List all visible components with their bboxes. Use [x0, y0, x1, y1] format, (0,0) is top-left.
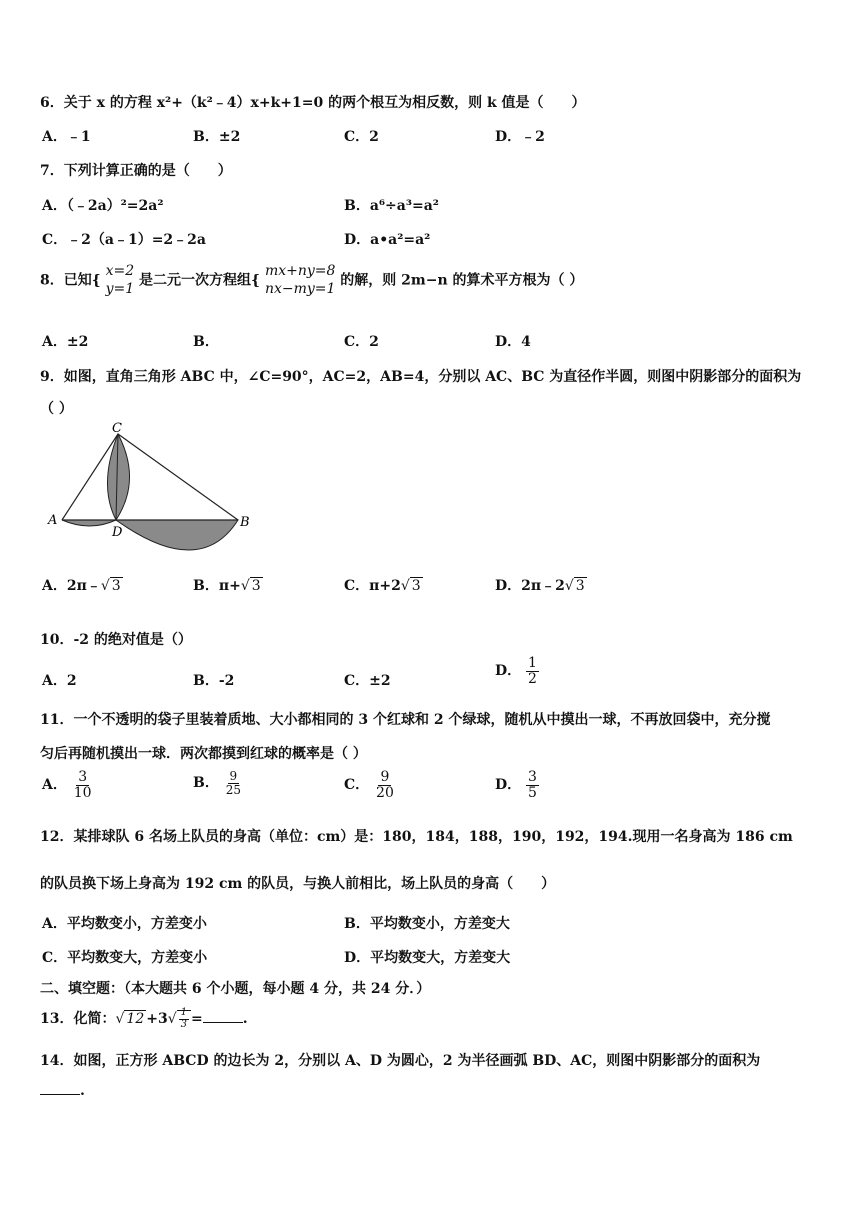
q8-sys1-line2: y=1 — [105, 280, 135, 297]
q9-shaded-lens-upper — [107, 434, 129, 520]
q11-option-d: D． $\frac{3}{5}$ — [495, 769, 537, 801]
q7-option-a: A．（﹣2a）²=2a² — [42, 198, 164, 214]
question-6-stem: 6．关于 x 的方程 x²+（k²﹣4）x+k+1=0 的两个根互为相反数，则 k 值是（ ） — [40, 95, 586, 111]
question-7-stem: 7．下列计算正确的是（ ） — [40, 163, 232, 179]
q10-option-c: C．±2 — [344, 673, 391, 689]
q12-option-a: A．平均数变小，方差变小 — [42, 916, 207, 932]
q6-option-d: D．﹣2 — [495, 129, 545, 145]
sqrt-icon: √ 3 — [564, 578, 585, 594]
sqrt-icon: √ 3 — [240, 578, 261, 594]
q10-option-d: D． $\frac{1}{2}$ — [495, 655, 537, 687]
sqrt-icon: √ 3 — [400, 578, 421, 594]
section-2-heading: 二、填空题：（本大题共 6 个小题，每小题 4 分，共 24 分．） — [40, 981, 431, 997]
q10-option-b: B．-2 — [193, 673, 235, 689]
q11-option-b: B． $\frac{9}{25}$ — [193, 769, 241, 797]
question-11-stem: 11．一个不透明的袋子里装着质地、大小都相同的 3 个红球和 2 个绿球，随机从中摸出一球，不再放回袋中，充分搅 — [40, 712, 771, 728]
sqrt-icon: √ 3 — [100, 578, 121, 594]
q9-figure — [40, 420, 260, 570]
q8-option-c: C．2 — [344, 334, 379, 350]
q8-middle: 是二元一次方程组{ — [139, 272, 261, 289]
q11-option-c: C． $\frac{9}{20}$ — [344, 769, 394, 801]
q8-sys2-line2: nx−my=1 — [264, 280, 336, 297]
q6-option-c: C．2 — [344, 129, 379, 145]
q6-option-a: A．﹣1 — [42, 129, 91, 145]
question-9-stem-2: （ ） — [40, 401, 73, 417]
q9-segment-cb — [118, 434, 238, 520]
q9-option-c: C．π+2√ 3 — [344, 578, 421, 594]
question-14-stem: 14．如图，正方形 ABCD 的边长为 2，分别以 A、D 为圆心，2 为半径画弧 BD、AC，则图中阴影部分的面积为 — [40, 1053, 761, 1069]
q12-option-b: B．平均数变小，方差变大 — [344, 916, 510, 932]
q8-sys1-line1: x=2 — [105, 263, 135, 279]
q9-option-a: A．2π﹣√ 3 — [42, 578, 121, 594]
question-11-stem-2: 匀后再随机摸出一球．两次都摸到红球的概率是（ ） — [40, 746, 367, 762]
question-12-stem: 12．某排球队 6 名场上队员的身高（单位：cm）是：180，184，188，190，192，194.现用一名身高为 186 cm — [40, 829, 793, 845]
q12-option-c: C．平均数变大，方差变小 — [42, 950, 208, 966]
q9-label-c: C — [112, 421, 122, 436]
q8-solution-system — [106, 263, 135, 298]
q7-option-c: C．﹣2（a﹣1）=2﹣2a — [42, 232, 206, 248]
sqrt-icon: √ 12 — [115, 1011, 145, 1027]
answer-blank — [203, 1022, 243, 1023]
q7-option-d: D．a•a²=a² — [344, 232, 431, 248]
q8-sys2-line1: mx+ny=8 — [264, 263, 336, 279]
q9-shaded-lens-left — [62, 520, 116, 526]
q8-equation-system — [265, 263, 335, 298]
q10-option-a: A．2 — [42, 673, 77, 689]
question-12-stem-2: 的队员换下场上身高为 192 cm 的队员，与换人前相比，场上队员的身高（ ） — [40, 876, 556, 892]
question-8-stem — [40, 263, 583, 298]
question-14-answer-line: . — [40, 1083, 85, 1099]
q8-option-b: B． — [193, 334, 219, 350]
q11-option-a: A． $\frac{3}{10}$ — [42, 769, 92, 801]
q8-prefix: 8．已知{ — [40, 272, 101, 289]
q9-label-d: D — [112, 525, 123, 540]
question-9-stem: 9．如图，直角三角形 ABC 中，∠C=90°，AC=2，AB=4，分别以 AC、BC 为直径作半圆，则图中阴影部分的面积为 — [40, 369, 802, 385]
q8-suffix: 的解，则 2m−n 的算术平方根为（ ） — [340, 272, 584, 289]
q12-option-d: D．平均数变大，方差变大 — [344, 950, 511, 966]
q10-fraction: $\frac{1}{2}$ — [528, 655, 537, 687]
question-10-stem: 10．-2 的绝对值是（） — [40, 632, 192, 648]
sqrt-icon: √ $\frac{1}{3}$ — [168, 1010, 191, 1027]
q9-option-d: D．2π﹣2√ 3 — [495, 578, 585, 594]
answer-blank — [40, 1094, 80, 1095]
q8-option-a: A．±2 — [42, 334, 89, 350]
question-13-stem: 13．化简：√ 12 +3√ $\frac{1}{3}$ = . — [40, 1007, 248, 1030]
q9-shaded-region-right — [116, 520, 238, 550]
q8-option-d: D．4 — [495, 334, 531, 350]
q9-label-a: A — [48, 513, 58, 528]
q6-option-b: B．±2 — [193, 129, 241, 145]
q9-option-b: B．π+√ 3 — [193, 578, 261, 594]
q9-label-b: B — [240, 515, 250, 530]
q7-option-b: B．a⁶÷a³=a² — [344, 198, 439, 214]
